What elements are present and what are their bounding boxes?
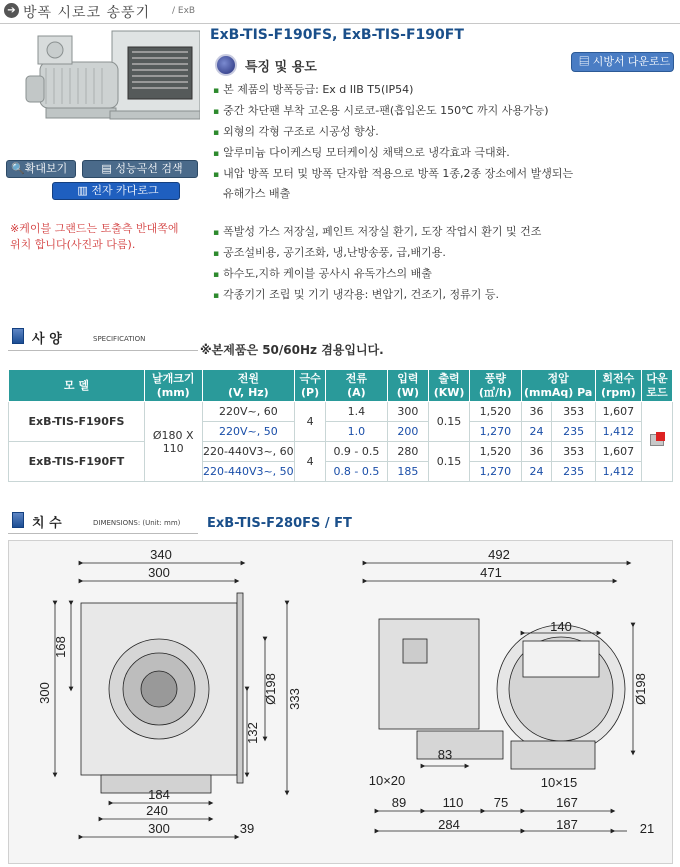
download-cell[interactable] bbox=[642, 402, 673, 482]
catalog-button[interactable]: ▥ 전자 카다로그 bbox=[52, 182, 180, 200]
feature-item: ▪ 중간 차단팬 부착 고온용 시로코-팬(흡입온도 150℃ 까지 사용가능) bbox=[213, 101, 673, 122]
feature-item: ▪ 내압 방폭 모터 및 방폭 단자함 적용으로 방폭 1종,2종 장소에서 발생되는 bbox=[213, 164, 673, 185]
zoom-button[interactable]: 🔍확대보기 bbox=[6, 160, 76, 178]
use-item: ▪ 공조설비용, 공기조화, 냉,난방송풍, 급,배기용. bbox=[213, 243, 673, 264]
dimension-section-subtitle: DIMENSIONS: (Unit: mm) bbox=[93, 519, 181, 527]
pressure-pa-cell: 353 bbox=[552, 442, 595, 462]
pressure-mmaq-cell: 36 bbox=[521, 402, 552, 422]
pressure-mmaq-cell: 24 bbox=[521, 422, 552, 442]
page-header bbox=[0, 0, 680, 24]
dim-label: 300 bbox=[148, 565, 170, 580]
dim-label: 89 bbox=[391, 795, 407, 810]
input-cell: 200 bbox=[387, 422, 428, 442]
performance-curve-button[interactable]: ▤ 성능곡선 검색 bbox=[82, 160, 198, 178]
dim-label: 75 bbox=[493, 795, 509, 810]
power-cell: 220-440V3~, 60 bbox=[202, 442, 295, 462]
dim-label: 39 bbox=[239, 821, 255, 836]
power-cell: 220-440V3~, 50 bbox=[202, 462, 295, 482]
document-icon: ▤ bbox=[578, 56, 593, 68]
use-item: ▪ 각종기기 조립 및 기기 냉각용: 변압기, 건조기, 정류기 등. bbox=[213, 285, 673, 306]
feature-item: ▪ 외형의 각형 구조로 시공성 향상. bbox=[213, 122, 673, 143]
dim-label: 471 bbox=[480, 565, 502, 580]
pressure-pa-cell: 235 bbox=[552, 422, 595, 442]
features-list bbox=[213, 80, 673, 201]
rpm-cell: 1,412 bbox=[595, 422, 641, 442]
uses-list bbox=[213, 222, 673, 306]
col-header-rpm: 회전수 (rpm) bbox=[595, 370, 641, 402]
dim-label: 110 bbox=[442, 795, 464, 810]
col-header-pressure: 정압 (mmAq) Pa bbox=[521, 370, 595, 402]
input-cell: 300 bbox=[387, 402, 428, 422]
use-item: ▪ 폭발성 가스 저장실, 페인트 저장실 환기, 도장 작업시 환기 및 건조 bbox=[213, 222, 673, 243]
dimension-drawing[interactable] bbox=[8, 540, 673, 864]
dim-label: 340 bbox=[150, 547, 172, 562]
poles-cell: 4 bbox=[295, 442, 326, 482]
spec-table bbox=[8, 369, 673, 482]
current-cell: 1.0 bbox=[326, 422, 388, 442]
current-cell: 1.4 bbox=[326, 402, 388, 422]
input-cell: 280 bbox=[387, 442, 428, 462]
pressure-pa-cell: 235 bbox=[552, 462, 595, 482]
feature-item: ▪ 본 제품의 방폭등급: Ex d IIB T5(IP54) bbox=[213, 80, 673, 101]
section-icon bbox=[12, 328, 24, 344]
spec-section-title: 사 양 bbox=[32, 332, 62, 347]
current-cell: 0.8 - 0.5 bbox=[326, 462, 388, 482]
col-header-blade: 날개크기 (mm) bbox=[144, 370, 202, 402]
dim-label: 140 bbox=[550, 619, 572, 634]
dim-label: 10×15 bbox=[540, 775, 578, 790]
magnifier-icon: 🔍 bbox=[11, 162, 25, 175]
model-cell: ExB-TIS-F190FT bbox=[9, 442, 145, 482]
table-header-row bbox=[9, 370, 673, 402]
features-title: 특징 및 용도 bbox=[245, 60, 317, 75]
output-cell: 0.15 bbox=[428, 442, 469, 482]
dim-label: Ø198 bbox=[633, 673, 648, 705]
dim-label: 168 bbox=[53, 636, 68, 658]
model-cell: ExB-TIS-F190FS bbox=[9, 402, 145, 442]
dim-label: 240 bbox=[146, 803, 168, 818]
blade-cell: Ø180 X 110 bbox=[144, 402, 202, 482]
rpm-cell: 1,607 bbox=[595, 442, 641, 462]
power-cell: 220V~, 50 bbox=[202, 422, 295, 442]
input-cell: 185 bbox=[387, 462, 428, 482]
pressure-pa-cell: 353 bbox=[552, 402, 595, 422]
poles-cell: 4 bbox=[295, 402, 326, 442]
dim-label: 333 bbox=[287, 688, 302, 710]
pdf-download-icon[interactable] bbox=[650, 434, 664, 446]
chart-icon: ▤ bbox=[101, 162, 116, 175]
col-header-current: 전류 (A) bbox=[326, 370, 388, 402]
output-cell: 0.15 bbox=[428, 402, 469, 442]
dim-label: 184 bbox=[148, 787, 170, 802]
dimension-model-title: ExB-TIS-F280FS / FT bbox=[207, 516, 352, 531]
section-divider bbox=[8, 350, 198, 351]
dimension-section-title: 치 수 bbox=[32, 516, 62, 531]
page-title: 방폭 시로코 송풍기 bbox=[23, 5, 151, 21]
product-photo[interactable] bbox=[10, 28, 200, 153]
caution-note: ※케이블 그랜드는 토출측 반대쪽에 위치 합니다(사진과 다름). bbox=[10, 222, 179, 251]
col-header-power: 전원 (V, Hz) bbox=[202, 370, 295, 402]
feature-item-continued: 유해가스 배출 bbox=[223, 187, 291, 200]
col-header-model: 모 델 bbox=[9, 370, 145, 402]
dim-label: 10×20 bbox=[368, 773, 406, 788]
frequency-note: ※본제품은 50/60Hz 겸용입니다. bbox=[200, 343, 384, 357]
dim-label: 284 bbox=[438, 817, 460, 832]
dim-label: Ø198 bbox=[263, 673, 278, 705]
dim-label: 187 bbox=[556, 817, 578, 832]
flow-cell: 1,270 bbox=[470, 422, 521, 442]
dim-label: 83 bbox=[437, 747, 453, 762]
feature-item: ▪ 알루미늄 다이케스팅 모터케이싱 채택으로 냉각효과 극대화. bbox=[213, 143, 673, 164]
use-item: ▪ 하수도,지하 케이블 공사시 유독가스의 배출 bbox=[213, 264, 673, 285]
page-subtitle: / ExB bbox=[172, 6, 196, 16]
dim-label: 300 bbox=[148, 821, 170, 836]
col-header-output: 출력 (KW) bbox=[428, 370, 469, 402]
dim-label: 21 bbox=[639, 821, 655, 836]
book-icon: ▥ bbox=[77, 184, 92, 197]
dim-label: 167 bbox=[556, 795, 578, 810]
dim-label: 492 bbox=[488, 547, 510, 562]
flow-cell: 1,520 bbox=[470, 402, 521, 422]
col-header-input: 입력 (W) bbox=[387, 370, 428, 402]
spec-section-subtitle: SPECIFICATION bbox=[93, 335, 146, 343]
model-title: ExB-TIS-F190FS, ExB-TIS-F190FT bbox=[210, 27, 464, 43]
section-divider bbox=[8, 533, 198, 534]
current-cell: 0.9 - 0.5 bbox=[326, 442, 388, 462]
arrow-circle-icon: ➔ bbox=[4, 3, 19, 18]
pressure-mmaq-cell: 24 bbox=[521, 462, 552, 482]
flow-cell: 1,270 bbox=[470, 462, 521, 482]
col-header-download: 다운 로드 bbox=[642, 370, 673, 402]
pressure-mmaq-cell: 36 bbox=[521, 442, 552, 462]
dim-label: 132 bbox=[245, 722, 260, 744]
dim-label: 300 bbox=[37, 682, 52, 704]
rpm-cell: 1,607 bbox=[595, 402, 641, 422]
table-row bbox=[9, 402, 673, 422]
spec-download-button[interactable]: ▤ 시방서 다운로드 bbox=[571, 52, 674, 72]
power-cell: 220V~, 60 bbox=[202, 402, 295, 422]
rpm-cell: 1,412 bbox=[595, 462, 641, 482]
section-icon bbox=[12, 512, 24, 528]
col-header-poles: 극수 (P) bbox=[295, 370, 326, 402]
col-header-flow: 풍량 (㎥/h) bbox=[470, 370, 521, 402]
table-row bbox=[9, 442, 673, 462]
feature-bullet-icon bbox=[215, 54, 237, 76]
flow-cell: 1,520 bbox=[470, 442, 521, 462]
